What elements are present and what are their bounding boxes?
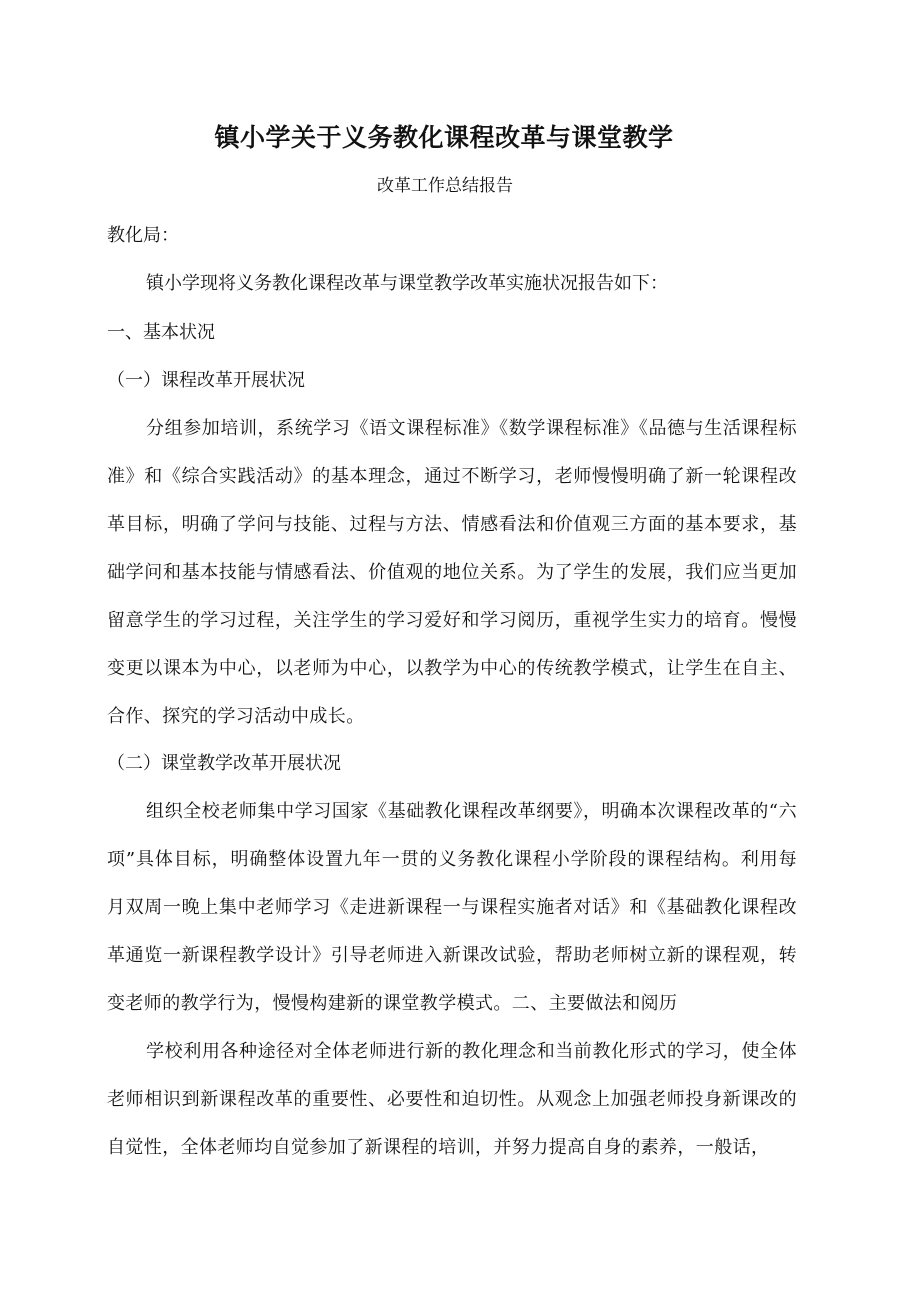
subsection-heading-curriculum-reform: （一）课程改革开展状况	[107, 370, 305, 391]
document-subtitle: 改革工作总结报告	[377, 176, 513, 196]
paragraph-classroom-reform: 组织全校老师集中学习国家《基础教化课程改革纲要》，明确本次课程改革的“六项”具体目标，明确整体设置九年一贯的义务教化课程小学阶段的课程结构。利用每月双周一晚上集中老师学习《走进新课程一与课程实施者对话》和《基础教化课程改革通览一新课程教学设计》引导老师进入新课改试验，帮助老师树立新的课程观，转变老师的教学行为，慢慢构建新的课堂教学模式。二、主要做法和阅历	[107, 801, 797, 1014]
salutation: 教化局：	[107, 225, 179, 246]
paragraph-teacher-training: 学校利用各种途径对全体老师进行新的教化理念和当前教化形式的学习，使全体老师相识到新课程改革的重要性、必要性和迫切性。从观念上加强老师投身新课改的自觉性，全体老师均自觉参加了新课程的培训，并努力提高自身的素养，一般话，	[107, 1041, 797, 1158]
section-heading-basic-status: 一、基本状况	[107, 322, 215, 343]
subsection-heading-classroom-reform: （二）课堂教学改革开展状况	[107, 753, 341, 774]
paragraph-curriculum-reform: 分组参加培训，系统学习《语文课程标准》《数学课程标准》《品德与生活课程标准》和《综合实践活动》的基本理念，通过不断学习，老师慢慢明确了新一轮课程改革目标，明确了学问与技能、过程与方法、情感看法和价值观三方面的基本要求，基础学问和基本技能与情感看法、价值观的地位关系。为了学生的发展，我们应当更加留意学生的学习过程，关注学生的学习爱好和学习阅历，重视学生实力的培育。慢慢变更以课本为中心，以老师为中心，以教学为中心的传统教学模式，让学生在自主、合作、探究的学习活动中成长。	[107, 418, 797, 727]
document-title: 镇小学关于义务教化课程改革与课堂教学	[214, 123, 674, 152]
intro-sentence: 镇小学现将义务教化课程改革与课堂教学改革实施状况报告如下：	[146, 273, 668, 294]
